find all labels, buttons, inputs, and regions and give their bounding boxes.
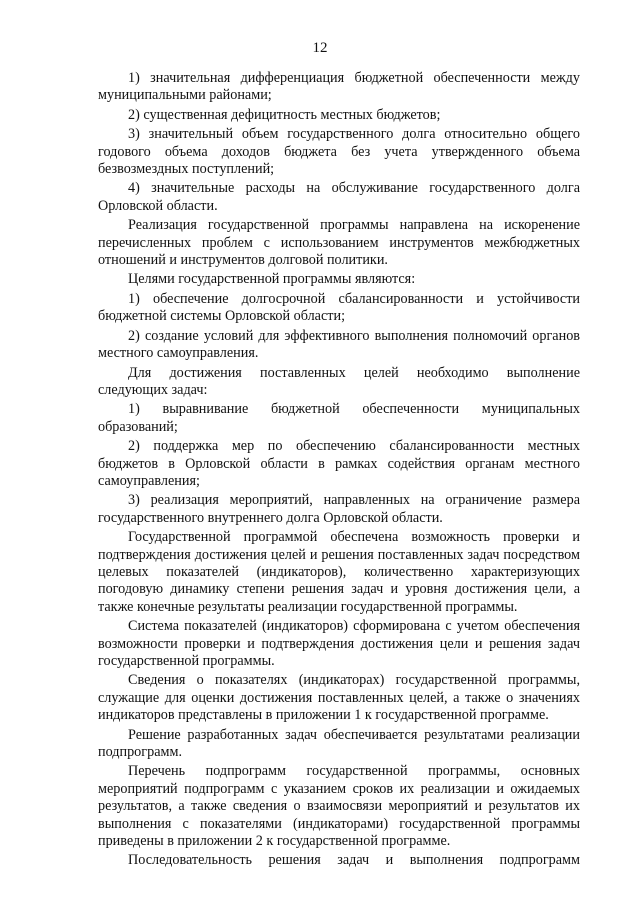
paragraph: Сведения о показателях (индикаторах) государственной программы, служащие для оценки достижения поставленных целей, а также о значениях индикаторов представлены в приложении 1 к государственной программе. bbox=[98, 672, 580, 724]
paragraph: Целями государственной программы являются: bbox=[128, 271, 416, 288]
paragraph: Система показателей (индикаторов) сформирована с учетом обеспечения возможности проверки и подтверждения достижения цели и решения задач государственной программы. bbox=[98, 618, 580, 669]
paragraph: 4) значительные расходы на обслуживание государственного долга Орловской области. bbox=[98, 180, 580, 214]
page-number: 12 bbox=[312, 40, 328, 56]
paragraph: 2) создание условий для эффективного выполнения полномочий органов местного самоуправления. bbox=[98, 327, 580, 362]
paragraph: 3) реализация мероприятий, направленных на ограничение размера государственного внутреннего долга Орловской области. bbox=[98, 492, 580, 526]
paragraph: Перечень подпрограмм государственной программы, основных мероприятий подпрограмм с указанием сроков их реализации и ожидаемых результатов, а также сведения о взаимосвязи мероприятий и результатов их выполнения с показателями (индикаторами) государственной программы приведены в приложении 2 к государственной программе. bbox=[98, 763, 580, 850]
paragraph: 2) поддержка мер по обеспечению сбалансированности местных бюджетов в Орловской области в рамках содействия органам местного самоуправления; bbox=[98, 438, 580, 489]
paragraph: 1) выравнивание бюджетной обеспеченности муниципальных образований; bbox=[98, 401, 580, 435]
paragraph: 3) значительный объем государственного долга относительно общего годового объема доходов бюджета без учета утвержденного объема безвозмездных поступлений; bbox=[98, 126, 580, 178]
paragraph: 1) значительная дифференциация бюджетной обеспеченности между муниципальными районами; bbox=[98, 70, 580, 104]
paragraph: 2) существенная дефицитность местных бюджетов; bbox=[128, 106, 441, 123]
paragraph: 1) обеспечение долгосрочной сбалансированности и устойчивости бюджетной системы Орловской области; bbox=[98, 290, 580, 325]
paragraph: Государственной программой обеспечена возможность проверки и подтверждения достижения целей и решения поставленных задач посредством целевых показателей (индикаторов), количественно характеризующих погодовую динамику степени решения задач и уровня достижения цели, а также конечные результаты реализации государственной программы. bbox=[98, 529, 580, 615]
paragraph: Реализация государственной программы направлена на искоренение перечисленных проблем с использованием инструментов межбюджетных отношений и инструментов долговой политики. bbox=[98, 217, 580, 269]
paragraph: Решение разработанных задач обеспечивается результатами реализации подпрограмм. bbox=[98, 726, 580, 761]
document-body bbox=[98, 70, 580, 872]
paragraph: Последовательность решения задач и выполнения подпрограмм bbox=[128, 852, 580, 869]
paragraph: Для достижения поставленных целей необходимо выполнение следующих задач: bbox=[98, 364, 580, 398]
